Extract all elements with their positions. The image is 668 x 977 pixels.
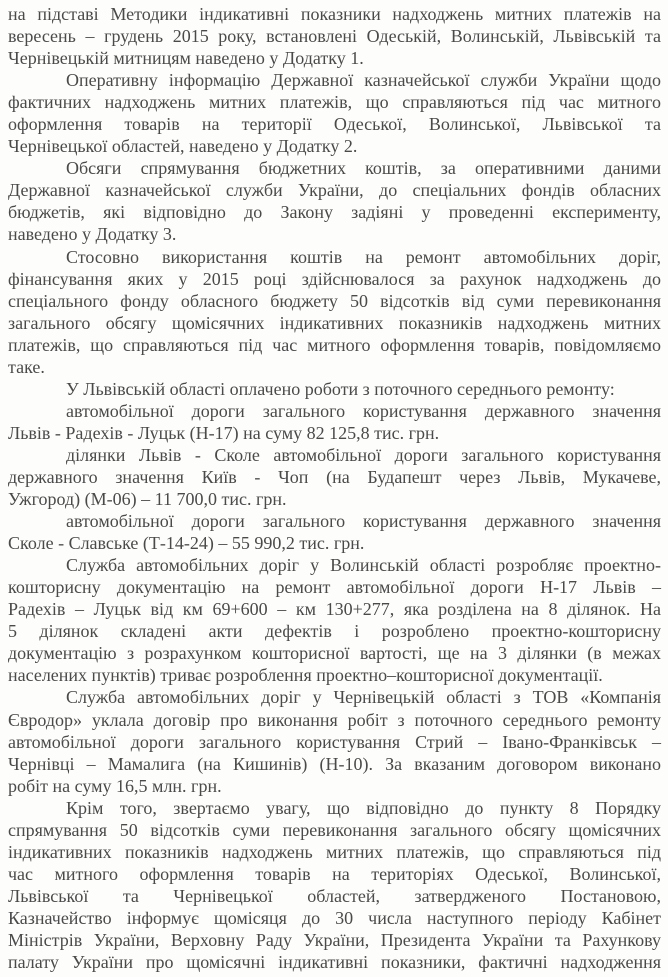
text-line: державного значення Київ - Чоп (на Будапешт через Львів, Мукачеве, <box>8 466 661 487</box>
text-line: автомобільної дороги загального користування державного значення <box>66 400 661 421</box>
text-line: кошторисну документацію на ремонт автомобільної дороги Н-17 Львів – <box>8 577 661 598</box>
text-line: Львівської та Чернівецької областей, затвердженого Постановою, <box>8 885 661 906</box>
text-line: документацію з розрахунком кошторисної вартості, ще на 3 ділянки (в межах <box>8 643 661 664</box>
text-line: Служба автомобільних доріг у Волинській області розробляє проектно- <box>66 555 661 576</box>
text-line: вересень – грудень 2015 року, встановлені Одеській, Волинській, Львівській та <box>8 26 661 47</box>
document-page <box>8 3 661 973</box>
text-line: Ужгород) (М-06) – 11 700,0 тис. грн. <box>8 489 287 510</box>
text-line: бюджетів, які відповідно до Закону задіяні у проведенні експерименту, <box>8 202 661 223</box>
text-line: Чернівецької областей, наведено у Додатку 2. <box>8 136 358 157</box>
text-line: наведено у Додатку 3. <box>8 224 177 245</box>
text-line: фактичних надходжень митних платежів, що справляються під час митного <box>8 92 661 113</box>
text-line: Євродор» уклала договір про виконання робіт з поточного середнього ремонту <box>8 709 661 730</box>
text-line: спрямування 50 відсотків суми перевиконання загального обсягу щомісячних <box>8 819 661 840</box>
text-line: 5 ділянок складені акти дефектів і розроблено проектно-кошторисну <box>8 621 661 642</box>
text-line: оформлення товарів на території Одеської, Волинської, Львівської та <box>8 114 661 135</box>
text-line: Крім того, звертаємо увагу, що відповідно до пункту 8 Порядку <box>66 797 661 818</box>
text-line: Чернівці – Мамалига (на Кишинів) (Н-10). За вказаним договором виконано <box>8 753 661 774</box>
text-line: палату України про щомісячні індикативні показники, фактичні надходження <box>8 952 661 973</box>
text-line: Сколе - Славське (Т-14-24) – 55 990,2 тис. грн. <box>8 533 365 554</box>
text-line: Обсяги спрямування бюджетних коштів, за оперативними даними <box>66 158 661 179</box>
text-line: Радехів – Луцьк від км 69+600 – км 130+277, яка розділена на 8 ділянок. На <box>8 599 661 620</box>
text-line: індикативних показників надходжень митних платежів, що справляються під <box>8 841 661 862</box>
text-line: робіт на суму 16,5 млн. грн. <box>8 775 222 796</box>
text-line: спеціального фонду обласного бюджету 50 відсотків від суми перевиконання <box>8 290 661 311</box>
text-line: на підставі Методики індикативні показники надходжень митних платежів на <box>8 4 661 24</box>
text-line: Міністрів України, Верховну Раду України, Президента України та Рахункову <box>8 929 661 950</box>
text-line: Львів - Радехів - Луцьк (Н-17) на суму 82 125,8 тис. грн. <box>8 422 440 443</box>
text-line: Казначейство інформує щомісяця до 30 числа наступного періоду Кабінет <box>8 907 661 928</box>
text-line: загального обсягу щомісячних індикативних показників надходжень митних <box>8 312 661 333</box>
text-line: Державної казначейської служби України, до спеціальних фондів обласних <box>8 180 661 201</box>
text-line: У Львівській області оплачено роботи з поточного середнього ремонту: <box>66 378 615 399</box>
text-line: таке. <box>8 356 45 377</box>
text-line: фінансування яких у 2015 році здійснювалося за рахунок надходжень до <box>8 268 661 289</box>
text-line: автомобільної дороги загального користування державного значення <box>66 511 661 532</box>
text-line: Служба автомобільних доріг у Чернівецькій області з ТОВ «Компанія <box>66 687 661 708</box>
text-line: Оперативну інформацію Державної казначейської служби України щодо <box>66 70 661 91</box>
text-line: час митного оформлення товарів на територіях Одеської, Волинської, <box>8 863 661 884</box>
text-line: платежів, що справляються під час митного оформлення товарів, повідомляємо <box>8 334 661 355</box>
text-line: Стосовно використання коштів на ремонт автомобільних доріг, <box>66 246 661 267</box>
text-line: ділянки Львів - Сколе автомобільної дороги загального користування <box>66 444 661 465</box>
text-line: Чернівецькій митницям наведено у Додатку 1. <box>8 48 364 69</box>
text-line: населених пунктів) триває розроблення проектно–кошторисної документації. <box>8 665 603 686</box>
text-line: автомобільної дороги загального користування Стрий – Івано-Франківськ – <box>8 731 661 752</box>
